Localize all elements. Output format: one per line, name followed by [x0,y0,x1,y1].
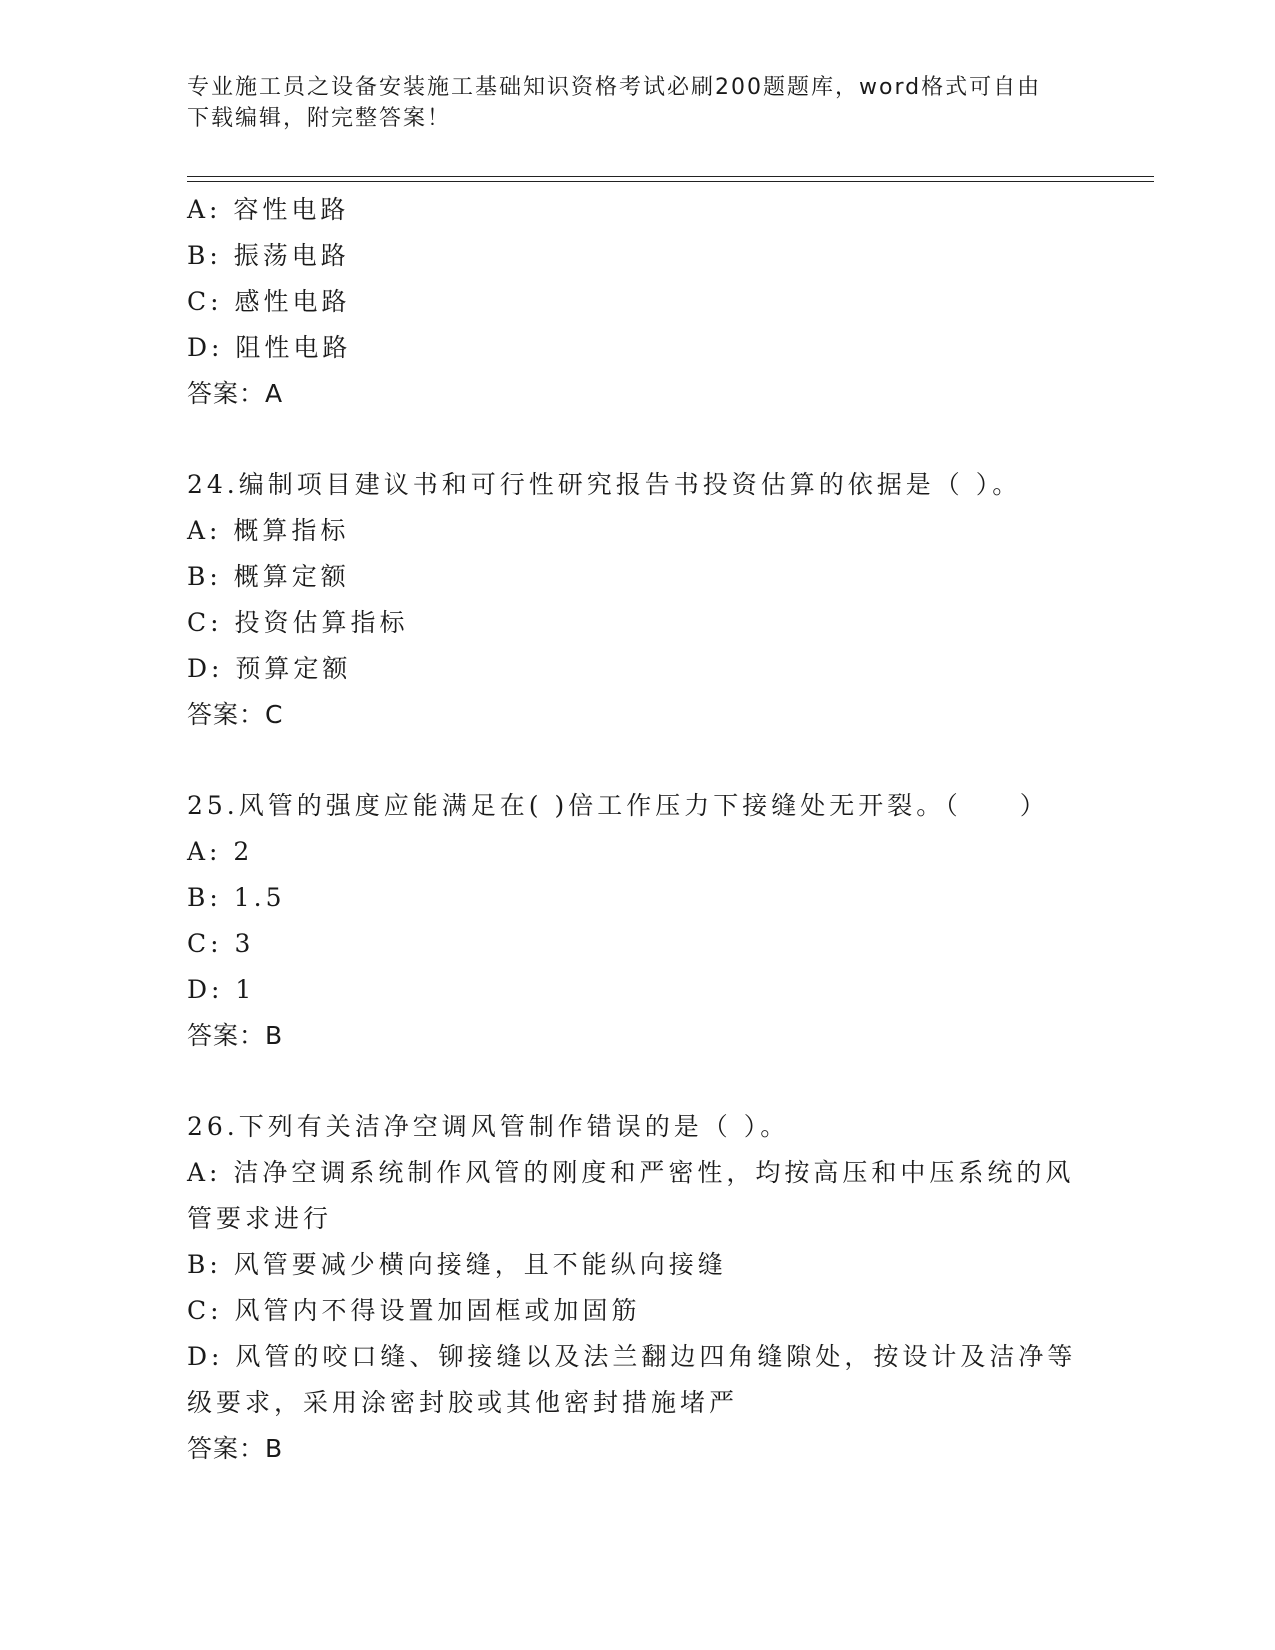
option-b: B: 风管要减少横向接缝，且不能纵向接缝 [187,1250,727,1279]
question-list [187,187,1087,1472]
option-d: D: 阻性电路 [187,333,352,362]
option-d-line-1: D: 风管的咬口缝、铆接缝以及法兰翻边四角缝隙处，按设计及洁净等 [187,1342,1077,1371]
question-text: 25.风管的强度应能满足在( )倍工作压力下接缝处无开裂。（ ） [187,791,1049,820]
option-d: D: 1 [187,975,256,1004]
header-divider-top [187,176,1154,177]
option-c: C: 风管内不得设置加固框或加固筋 [187,1296,641,1325]
header-divider-bottom [187,181,1154,182]
answer: 答案：C [187,700,284,729]
option-a-line-2: 管要求进行 [187,1204,333,1233]
option-b: B: 概算定额 [187,562,350,591]
question-24 [187,462,1087,738]
answer: 答案：A [187,379,284,408]
option-b: B: 振荡电路 [187,241,350,270]
option-c: C: 3 [187,929,255,958]
document-header [187,72,1067,134]
answer: 答案：B [187,1021,284,1050]
question-text: 26.下列有关洁净空调风管制作错误的是（ ）。 [187,1112,790,1141]
option-a: A: 概算指标 [187,516,350,545]
question-spacer [187,1059,1087,1104]
option-a: A: 容性电路 [187,195,350,224]
option-d-line-2: 级要求，采用涂密封胶或其他密封措施堵严 [187,1388,739,1417]
question-26 [187,1104,1087,1472]
question-spacer [187,417,1087,462]
header-line-1: 专业施工员之设备安装施工基础知识资格考试必刷200题题库，word格式可自由 [187,75,1042,100]
option-a: A: 2 [187,837,254,866]
header-line-2: 下载编辑，附完整答案！ [187,106,452,131]
option-c: C: 投资估算指标 [187,608,409,637]
option-c: C: 感性电路 [187,287,351,316]
option-d: D: 预算定额 [187,654,352,683]
option-b: B: 1.5 [187,883,286,912]
question-23 [187,187,1087,417]
answer: 答案：B [187,1434,284,1463]
question-text: 24.编制项目建议书和可行性研究报告书投资估算的依据是（ ）。 [187,470,1022,499]
question-25 [187,783,1087,1059]
option-a-line-1: A: 洁净空调系统制作风管的刚度和严密性，均按高压和中压系统的风 [187,1158,1075,1187]
question-spacer [187,738,1087,783]
